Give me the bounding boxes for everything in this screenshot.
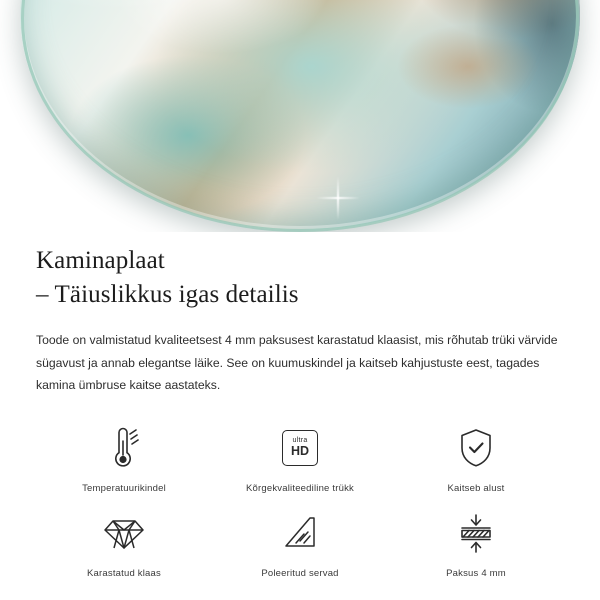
feature-item-surface-protection <box>388 423 564 494</box>
feature-item-tempered-glass <box>36 508 212 579</box>
feature-item-temperature <box>36 423 212 494</box>
hero-image-section <box>0 0 600 232</box>
feature-item-print-quality <box>212 423 388 494</box>
ultra-hd-badge-top: ultra <box>292 437 308 445</box>
ultra-hd-icon <box>282 423 318 473</box>
feature-label: Karastatud klaas <box>87 567 161 579</box>
ultra-hd-badge-bottom: HD <box>290 444 310 459</box>
feature-label: Paksus 4 mm <box>446 567 506 579</box>
feature-label: Temperatuurikindel <box>82 482 166 494</box>
title-line-1: Kaminaplaat <box>36 247 165 274</box>
feature-item-thickness <box>388 508 564 579</box>
content-section <box>0 244 600 579</box>
feature-item-polished-edges <box>212 508 388 579</box>
polished-edges-icon <box>280 508 320 558</box>
title-line-2: – Täiuslikkus igas detailis <box>36 280 299 308</box>
page-title <box>36 244 564 311</box>
thermometer-icon <box>103 423 145 473</box>
feature-grid <box>36 423 564 579</box>
thickness-icon <box>454 508 498 558</box>
shield-check-icon <box>456 423 496 473</box>
feature-label: Kõrgekvaliteediline trükk <box>246 482 354 494</box>
round-marble-glass-plate-image <box>20 0 580 230</box>
feature-label: Kaitseb alust <box>447 482 505 494</box>
product-description: Toode on valmistatud kvaliteetsest 4 mm paksusest karastatud klaasist, mis rõhutab trüki värvide sügavust ja annab elegantse läike. See on kuumuskindel ja kaitseb kahjustuste eest, tagades kamina ümbruse kaitse aastateks. <box>36 333 558 393</box>
diamond-icon <box>103 508 145 558</box>
feature-label: Poleeritud servad <box>261 567 339 579</box>
